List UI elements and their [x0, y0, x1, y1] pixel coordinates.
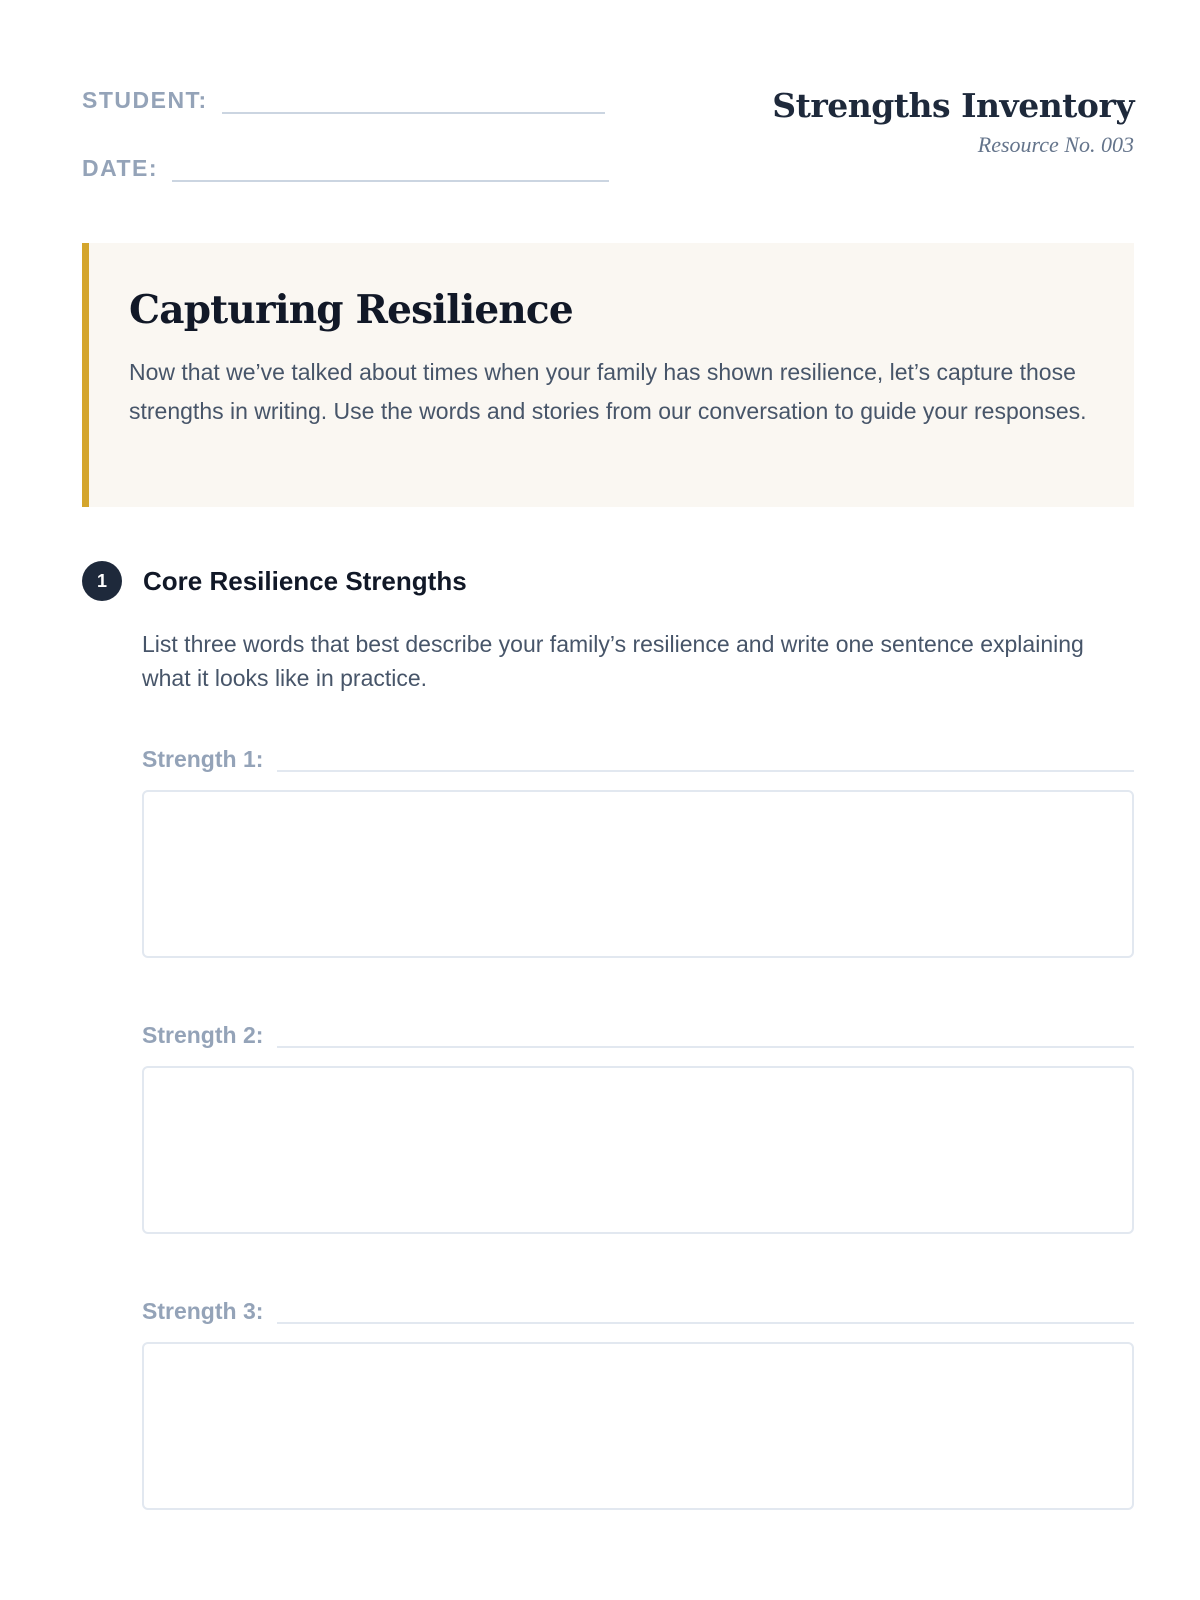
student-label: STUDENT:: [82, 87, 208, 113]
strength-label: Strength 1:: [142, 746, 264, 772]
document-title: Strengths Inventory: [772, 86, 1134, 125]
strength-item-2: [142, 1016, 1134, 1234]
strength-word-line[interactable]: [277, 1296, 1134, 1324]
strength-answer-box[interactable]: [142, 790, 1134, 958]
strength-label: Strength 3:: [142, 1298, 264, 1324]
section-description: List three words that best describe your family’s resilience and write one sentence explaining what it looks like in practice.: [142, 631, 1084, 691]
strength-label-row: [142, 1016, 1134, 1050]
worksheet-header: [82, 84, 1134, 194]
strength-word-line[interactable]: [277, 744, 1134, 772]
strength-label-row: [142, 740, 1134, 774]
date-label: DATE:: [82, 155, 159, 181]
date-field: [82, 152, 609, 184]
student-input-line[interactable]: [222, 84, 605, 114]
title-block: [772, 84, 1134, 158]
student-field: [82, 84, 605, 116]
worksheet-page: [82, 0, 1134, 1600]
strength-item-3: [142, 1292, 1134, 1510]
intro-text: Now that we’ve talked about times when your family has shown resilience, let’s capture those strengths in writing. Use the words and stories from our conversation to guide your responses.: [129, 359, 1087, 424]
strength-label-row: [142, 1292, 1134, 1326]
section-header: [82, 561, 467, 601]
intro-callout: [82, 243, 1134, 507]
strength-word-line[interactable]: [277, 1020, 1134, 1048]
resource-number: Resource No. 003: [977, 132, 1134, 157]
strength-answer-box[interactable]: [142, 1342, 1134, 1510]
strength-answer-box[interactable]: [142, 1066, 1134, 1234]
strength-item-1: [142, 740, 1134, 958]
step-number-badge: 1: [82, 561, 122, 601]
date-input-line[interactable]: [172, 152, 609, 182]
strength-label: Strength 2:: [142, 1022, 264, 1048]
section-title: Core Resilience Strengths: [143, 565, 467, 596]
intro-title: Capturing Resilience: [129, 287, 573, 333]
